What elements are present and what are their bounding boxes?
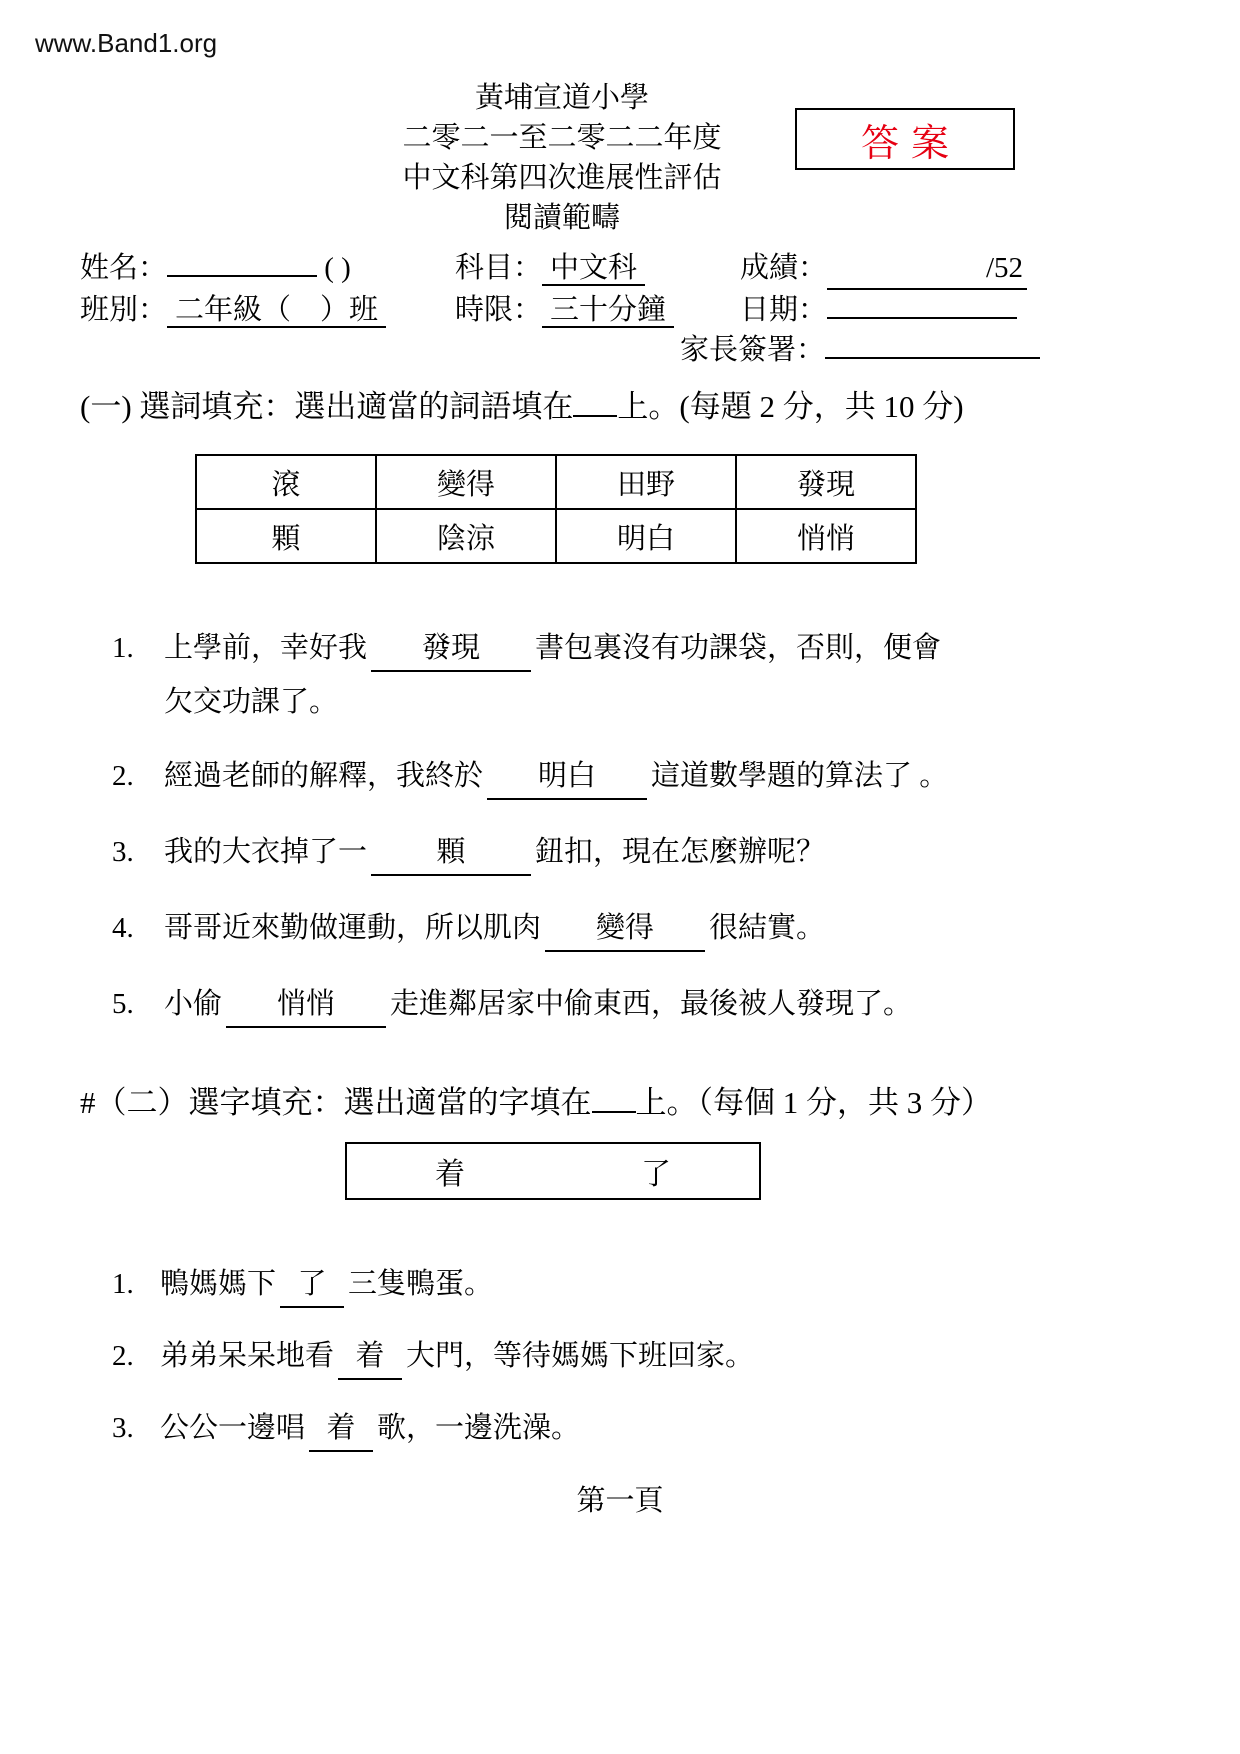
time-value: 三十分鐘 bbox=[542, 294, 674, 328]
question-row bbox=[0, 754, 1240, 800]
question-pre-text: 公公一邊唱 bbox=[160, 1412, 306, 1444]
question-row bbox=[0, 1262, 1240, 1308]
parent-sign-label: 家長簽署： bbox=[680, 334, 826, 366]
answer-blank: 顆 bbox=[371, 830, 531, 876]
question-number: 3. bbox=[112, 836, 134, 868]
name-label: 姓名： bbox=[80, 252, 168, 284]
answer-blank: 發現 bbox=[371, 626, 531, 672]
word-bank-cell: 田野 bbox=[556, 455, 736, 509]
question-row bbox=[0, 626, 1240, 724]
question-row bbox=[0, 1406, 1240, 1452]
question-pre-text: 鴨媽媽下 bbox=[160, 1268, 277, 1300]
academic-year: 二零二一至二零二二年度 bbox=[402, 122, 722, 154]
word-bank-cell: 明白 bbox=[556, 509, 736, 563]
char-bank-box bbox=[345, 1142, 761, 1200]
question-post-text: 這道數學題的算法了 。 bbox=[651, 760, 949, 792]
section2-heading-blank bbox=[592, 1082, 636, 1113]
class-value: 二年級（ ）班 bbox=[167, 294, 386, 328]
word-bank-row bbox=[196, 509, 916, 563]
exam-name: 中文科第四次進展性評估 bbox=[402, 162, 722, 194]
date-label: 日期： bbox=[740, 294, 828, 326]
time-label: 時限： bbox=[455, 294, 543, 326]
word-bank-cell: 悄悄 bbox=[736, 509, 916, 563]
subject-value: 中文科 bbox=[542, 252, 645, 286]
subject-field bbox=[455, 248, 740, 288]
question-text bbox=[164, 626, 1240, 724]
question-pre-text: 小偷 bbox=[164, 988, 223, 1020]
section2-heading-pre: #（二）選字填充：選出適當的字填在 bbox=[80, 1085, 592, 1120]
answer-blank: 了 bbox=[280, 1262, 344, 1308]
question-continuation: 欠交功課了。 bbox=[164, 686, 339, 718]
question-pre-text: 我的大衣掉了一 bbox=[164, 836, 368, 868]
answer-blank: 變得 bbox=[545, 906, 705, 952]
date-field bbox=[740, 290, 1240, 330]
word-bank-cell: 顆 bbox=[196, 509, 376, 563]
question-row bbox=[0, 1334, 1240, 1380]
question-post-text: 大門，等待媽媽下班回家。 bbox=[406, 1340, 755, 1372]
question-pre-text: 弟弟呆呆地看 bbox=[160, 1340, 335, 1372]
section2-heading bbox=[0, 1080, 1240, 1126]
question-row bbox=[0, 906, 1240, 952]
question-text bbox=[164, 906, 1240, 952]
question-pre-text: 經過老師的解釋，我終於 bbox=[164, 760, 484, 792]
section1-heading bbox=[0, 384, 1240, 430]
subject-label: 科目： bbox=[455, 252, 543, 284]
name-blank bbox=[167, 248, 317, 277]
school-name: 黃埔宣道小學 bbox=[474, 82, 649, 114]
info-row-3 bbox=[80, 330, 1240, 370]
question-row bbox=[0, 982, 1240, 1028]
score-total: /52 bbox=[985, 252, 1024, 284]
question-text bbox=[160, 1334, 1240, 1380]
question-number: 5. bbox=[112, 988, 134, 1020]
section2-heading-post: 上。（每個 1 分，共 3 分） bbox=[635, 1085, 992, 1120]
info-row-2 bbox=[80, 290, 1240, 330]
section1-heading-post: 上。(每題 2 分，共 10 分) bbox=[617, 389, 964, 424]
class-field bbox=[80, 290, 455, 330]
question-pre-text: 上學前，幸好我 bbox=[164, 632, 368, 664]
section1-heading-pre: (一) 選詞填充：選出適當的詞語填在 bbox=[80, 389, 574, 424]
question-number: 2. bbox=[112, 760, 134, 792]
exam-scope: 閱讀範疇 bbox=[503, 202, 620, 234]
word-bank-cell: 滾 bbox=[196, 455, 376, 509]
question-pre-text: 哥哥近來勤做運動，所以肌肉 bbox=[164, 912, 542, 944]
score-blank bbox=[827, 248, 1027, 290]
question-post-text: 走進鄰居家中偷東西，最後被人發現了。 bbox=[390, 988, 913, 1020]
answer-blank: 悄悄 bbox=[226, 982, 386, 1028]
word-bank-cell: 發現 bbox=[736, 455, 916, 509]
question-post-text: 書包裏沒有功課袋，否則，便會 bbox=[535, 632, 942, 664]
answer-blank: 明白 bbox=[487, 754, 647, 800]
section1-questions bbox=[0, 626, 1240, 1028]
question-post-text: 很結實。 bbox=[709, 912, 826, 944]
question-post-text: 歌，一邊洗澡。 bbox=[377, 1412, 581, 1444]
question-post-text: 鈕扣，現在怎麼辦呢？ bbox=[535, 836, 826, 868]
question-number: 2. bbox=[112, 1340, 134, 1372]
question-number: 4. bbox=[112, 912, 134, 944]
question-number: 3. bbox=[112, 1412, 134, 1444]
page-number: 第一頁 bbox=[576, 1485, 664, 1517]
question-text bbox=[164, 982, 1240, 1028]
question-number: 1. bbox=[112, 632, 134, 664]
class-label: 班別： bbox=[80, 294, 168, 326]
section1-heading-blank bbox=[573, 386, 617, 417]
answer-stamp-label: 答案 bbox=[860, 122, 961, 165]
student-info-block bbox=[0, 248, 1240, 370]
word-bank-row bbox=[196, 455, 916, 509]
parent-sign-blank bbox=[825, 330, 1040, 359]
question-text bbox=[160, 1406, 1240, 1452]
date-blank bbox=[827, 290, 1017, 319]
question-row bbox=[0, 830, 1240, 876]
question-text bbox=[164, 830, 1240, 876]
name-paren: ( ) bbox=[324, 252, 351, 284]
answer-blank: 着 bbox=[338, 1334, 402, 1380]
char-bank-item: 了 bbox=[641, 1158, 671, 1191]
info-row-1 bbox=[80, 248, 1240, 290]
word-bank-cell: 變得 bbox=[376, 455, 556, 509]
word-bank-table bbox=[195, 454, 917, 564]
parent-sign-field bbox=[680, 330, 1040, 370]
exam-title-block bbox=[0, 0, 1182, 238]
question-text bbox=[160, 1262, 1240, 1308]
name-field bbox=[80, 248, 455, 288]
section2-questions bbox=[0, 1262, 1240, 1452]
answer-blank: 着 bbox=[309, 1406, 373, 1452]
char-bank-item: 着 bbox=[435, 1158, 465, 1191]
time-field bbox=[455, 290, 740, 330]
question-text bbox=[164, 754, 1240, 800]
question-post-text: 三隻鴨蛋。 bbox=[348, 1268, 494, 1300]
question-number: 1. bbox=[112, 1268, 134, 1300]
word-bank-cell: 陰涼 bbox=[376, 509, 556, 563]
score-label: 成績： bbox=[740, 252, 828, 284]
watermark-url: www.Band1.org bbox=[35, 28, 218, 58]
score-field bbox=[740, 248, 1240, 290]
